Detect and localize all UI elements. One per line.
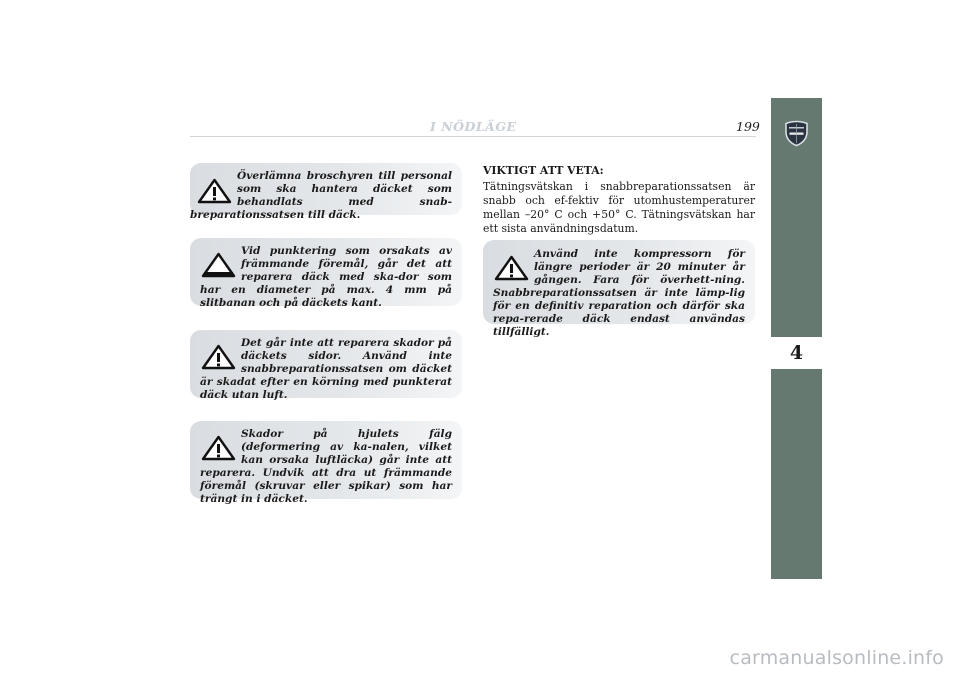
warning-triangle-icon	[493, 255, 530, 281]
section-title: I NÖDLÄGE	[430, 119, 517, 134]
warning-triangle-icon	[200, 435, 237, 461]
warning-box-sidewall	[190, 330, 462, 401]
warning-box-brochure	[190, 163, 462, 221]
warning-text: Använd inte kompressorn för längre perioder är 20 minuter år gången. Fara för överhett-ning. Snabbreparationssatsen är inte lämp-lig för en definitiv reparation och därför ska repa-rerade däck endast användas tillfälligt.	[493, 248, 745, 338]
info-heading: VIKTIGT ATT VETA:	[483, 164, 604, 177]
warning-box-rim	[190, 421, 462, 505]
header-divider	[190, 136, 756, 137]
watermark: carmanualsonline.info	[729, 647, 944, 669]
warning-triangle-icon	[196, 178, 233, 204]
warning-box-compressor	[483, 240, 755, 338]
lancia-shield-icon	[783, 120, 810, 147]
page-number: 199	[736, 119, 760, 134]
info-body: Tätningsvätskan i snabbreparationssatsen är snabb och ef-fektiv för utomhustemperaturer mellan –20° C och +50° C. Tätningsvätskan har ett sista användningsdatum.	[483, 180, 755, 235]
warning-text: Det går inte att reparera skador på däckets sidor. Använd inte snabbreparationssatsen om däcket är skadat efter en körning med punkterat däck utan luft.	[200, 337, 452, 401]
warning-text: Överlämna broschyren till personal som ska hantera däcket som behandlats med snab-breparationssatsen till däck.	[190, 170, 452, 221]
warning-triangle-icon	[200, 344, 237, 370]
chapter-number: 4	[789, 342, 804, 364]
warning-box-puncture	[190, 238, 462, 309]
chapter-number-box[interactable]	[771, 337, 822, 369]
warning-text: Vid punktering som orsakats av främmande föremål, går det att reparera däck med ska-dor som har en diameter på max. 4 mm på slitbanan och på däckets kant.	[200, 245, 452, 309]
warning-text: Skador på hjulets fälg (deformering av ka-nalen, vilket kan orsaka luftläcka) går inte att reparera. Undvik att dra ut främmande föremål (skruvar eller spikar) som har trängt in i däcket.	[200, 428, 452, 505]
warning-triangle-icon	[200, 252, 237, 278]
chapter-side-tab	[771, 98, 822, 579]
